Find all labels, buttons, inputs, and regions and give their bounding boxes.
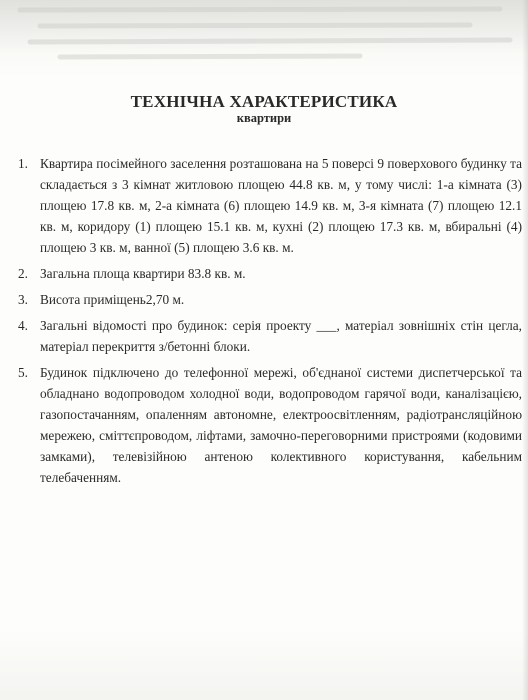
item-text: Загальні відомості про будинок: серія проекту ___, матеріал зовнішніх стін цегла, матеріал перекриття з/бетонні блоки.	[40, 318, 522, 354]
show-through-text	[0, 0, 528, 80]
list-item	[18, 362, 522, 488]
list-item	[18, 289, 522, 310]
item-text: Квартира посімейного заселення розташована на 5 поверсі 9 поверхового будинку та складається з 3 кімнат житловою площею 44.8 кв. м, у тому числі: 1-а кімната (3) площею 17.8 кв. м, 2-а кімната (6) площею 14.9 кв. м, 3-я кімната (7) площею 12.1 кв. м, коридору (1) площею 15.1 кв. м, кухні (2) площею 17.3 кв. м, вбиральні (4) площею 3 кв. м, ванної (5) площею 3.6 кв. м.	[40, 156, 522, 255]
list-item	[18, 153, 522, 258]
item-number: 2.	[18, 266, 28, 281]
item-text: Висота приміщень2,70 м.	[40, 292, 185, 307]
item-text: Будинок підключено до телефонної мережі, об'єднаної системи диспетчерської та обладнано водопроводом холодної води, водопроводом гарячої води, каналізацією, газопостачанням, опаленням автономне, електроосвітленням, радіотрансляційною мережею, сміттєпроводом, ліфтами, замочно-переговорними пристроями (кодовими замками), телевізійною антеною колективного користування, кабельним телебаченням.	[40, 365, 522, 485]
list-item	[18, 315, 522, 357]
document-title: ТЕХНІЧНА ХАРАКТЕРИСТИКА	[130, 92, 398, 111]
item-number: 4.	[18, 318, 28, 333]
item-text: Загальна площа квартири 83.8 кв. м.	[40, 266, 246, 281]
characteristics-list	[18, 153, 522, 493]
scan-shadow-bottom	[0, 630, 528, 700]
item-number: 3.	[18, 292, 28, 307]
document-subtitle: квартири	[236, 111, 292, 125]
list-item	[18, 263, 522, 284]
item-number: 5.	[18, 365, 28, 380]
item-number: 1.	[18, 156, 28, 171]
